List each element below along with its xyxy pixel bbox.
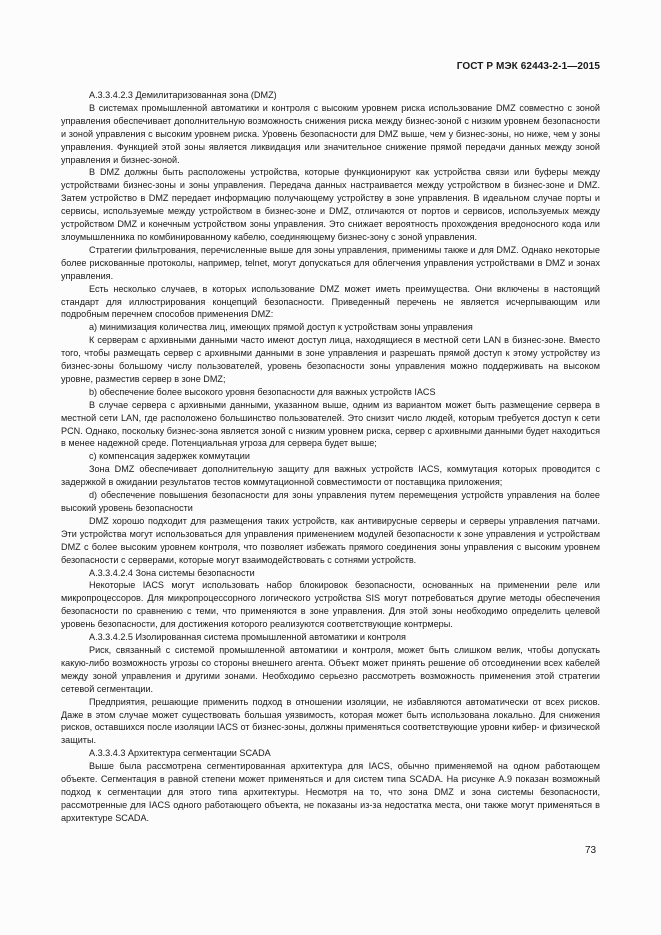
- page-number: 73: [585, 845, 597, 856]
- list-item-d: d) обеспечение повышения безопасности для зоны управления путем перемещения устройств управления на более высокий уровень безопасности: [61, 490, 600, 513]
- list-item-c: c) компенсация задержек коммутации: [89, 451, 250, 462]
- list-item-b: b) обеспечение более высокого уровня безопасности для важных устройств IACS: [89, 386, 436, 397]
- section-heading-dmz: A.3.3.4.2.3 Демилитаризованная зона (DMZ): [89, 90, 277, 100]
- standard-header: ГОСТ Р МЭК 62443-2-1—2015: [456, 61, 600, 72]
- section-heading-isolated-system: A.3.3.4.2.5 Изолированная система промышленной автоматики и контроля: [89, 632, 406, 643]
- paragraph: В DMZ должны быть расположены устройства, которые функционируют как устройства связи или буферы между устройствами бизнес-зоны и зоны управления. Передача данных настраивается между устройством в бизнес-зоне и DMZ. Затем устройство в DMZ передает информацию получающему устройству в зоне управления. В идеальном случае порты и сервисы, используемые между устройством в бизнес-зоне и DMZ, отличаются от портов и сервисов, используемых между устройством DMZ и конечным устройством зоны управления. Это снижает вероятность прохождения вредоносного кода или злоумышленника по комбинированному кабелю, соединяющему бизнес-зону с зоной управления.: [61, 167, 600, 242]
- paragraph: Некоторые IACS могут использовать набор блокировок безопасности, основанных на применении реле или микропроцессоров. Для микропроцессорного логического устройства SIS могут потребоваться другие методы обеспечения безопасности по сравнению с теми, что применяются в зоне управления. Для этой зоны необходимо определить целевой уровень безопасности, для достижения которого реализуются соответствующие контрмеры.: [61, 580, 600, 630]
- paragraph: Предприятия, решающие применить подход в отношении изоляции, не избавляются автоматически от всех рисков. Даже в этом случае может существовать большая уязвимость, которая может быть использована локально. Для снижения рисков, оставшихся после изоляции IACS от бизнес-зоны, должны применяться соответствующие уровни кибер- и физической защиты.: [61, 696, 600, 746]
- paragraph: В системах промышленной автоматики и контроля с высоким уровнем риска использование DMZ совместно с зоной управления обеспечивает дополнительную возможность снижения риска между бизнес-зоной с низким уровнем безопасности и зоной управления с высоким уровнем риска. Уровень безопасности для DMZ выше, чем у бизнес-зоны, но ниже, чем у зоны управления. Функцией этой зоны является ликвидация или значительное снижение прямой передачи данных между зоной управления и бизнес-зоной.: [61, 102, 600, 165]
- paragraph: Зона DMZ обеспечивает дополнительную защиту для важных устройств IACS, коммутация которых проводится с задержкой в ожидании результатов тестов коммутационной совместимости от поставщика приложения;: [61, 464, 600, 488]
- paragraph: Стратегии фильтрования, перечисленные выше для зоны управления, применимы также и для DMZ. Однако некоторые более рискованные протоколы, например, telnet, могут допускаться для облегчения управления устройствами в DMZ и зонах управления.: [61, 244, 600, 281]
- paragraph: К серверам с архивными данными часто имеют доступ лица, находящиеся в местной сети LAN в бизнес-зоне. Вместо того, чтобы размещать сервер с архивными данными в зоне управления и разрешать прямой доступ к этому устройству из бизнес-зоны большому числу пользователей, уровень безопасности зоны управления можно поддерживать на высоком уровне, разместив сервер в зоне DMZ;: [61, 335, 600, 384]
- list-item-a: а) минимизация количества лиц, имеющих прямой доступ к устройствам зоны управления: [89, 322, 473, 333]
- paragraph: Есть несколько случаев, в которых использование DMZ может иметь преимущества. Они включены в настоящий стандарт для иллюстрирования концепций безопасности. Приведенный перечень не является исчерпывающим или подробным перечнем способов применения DMZ:: [61, 283, 600, 320]
- document-body: [61, 89, 600, 825]
- paragraph: В случае сервера с архивными данными, указанном выше, одним из вариантом может быть размещение сервера в местной сети LAN, где расположено большинство пользователей. Это снизит число людей, которым требуется доступ к сети PCN. Однако, поскольку бизнес-зона является зоной с низким уровнем риска, сервер с архивными данными будет находиться в менее надежной среде. Потенциальная угроза для сервера будет выше;: [61, 399, 600, 449]
- paragraph: Риск, связанный с системой промышленной автоматики и контроля, может быть слишком велик, чтобы допускать какую-либо возможность угрозы со стороны внешнего агента. Объект может принять решение об отсоединении всех кабелей между зоной управления и другими зонами. Необходимо серьезно рассмотреть возможность применения этой стратегии сетевой сегментации.: [61, 644, 600, 694]
- paragraph: Выше была рассмотрена сегментированная архитектура для IACS, обычно применяемой на одном работающем объекте. Сегментация в равной степени может применяться и для систем типа SCADA. На рисунке А.9 показан возможный подход к сегментации для этого типа архитектуры. Несмотря на то, что зона DMZ и зона системы безопасности, рассмотренные для IACS одного работающего объекта, не показаны из-за недостатка места, они также могут применяться в архитектуре SCADA.: [61, 761, 600, 823]
- section-heading-safety-zone: A.3.3.4.2.4 Зона системы безопасности: [89, 567, 255, 578]
- section-heading-scada: A.3.3.4.3 Архитектура сегментации SCADA: [89, 748, 271, 759]
- paragraph: DMZ хорошо подходит для размещения таких устройств, как антивирусные серверы и серверы управления патчами. Эти устройства могут использоваться для управления применением модулей безопасности к зоне управления и устройствам DMZ с более высоким уровнем контроля, что позволяет избежать прямого соединения зоны управления с высоким уровнем безопасности с серверами, которые могут взаимодействовать с сотнями устройств.: [61, 515, 600, 565]
